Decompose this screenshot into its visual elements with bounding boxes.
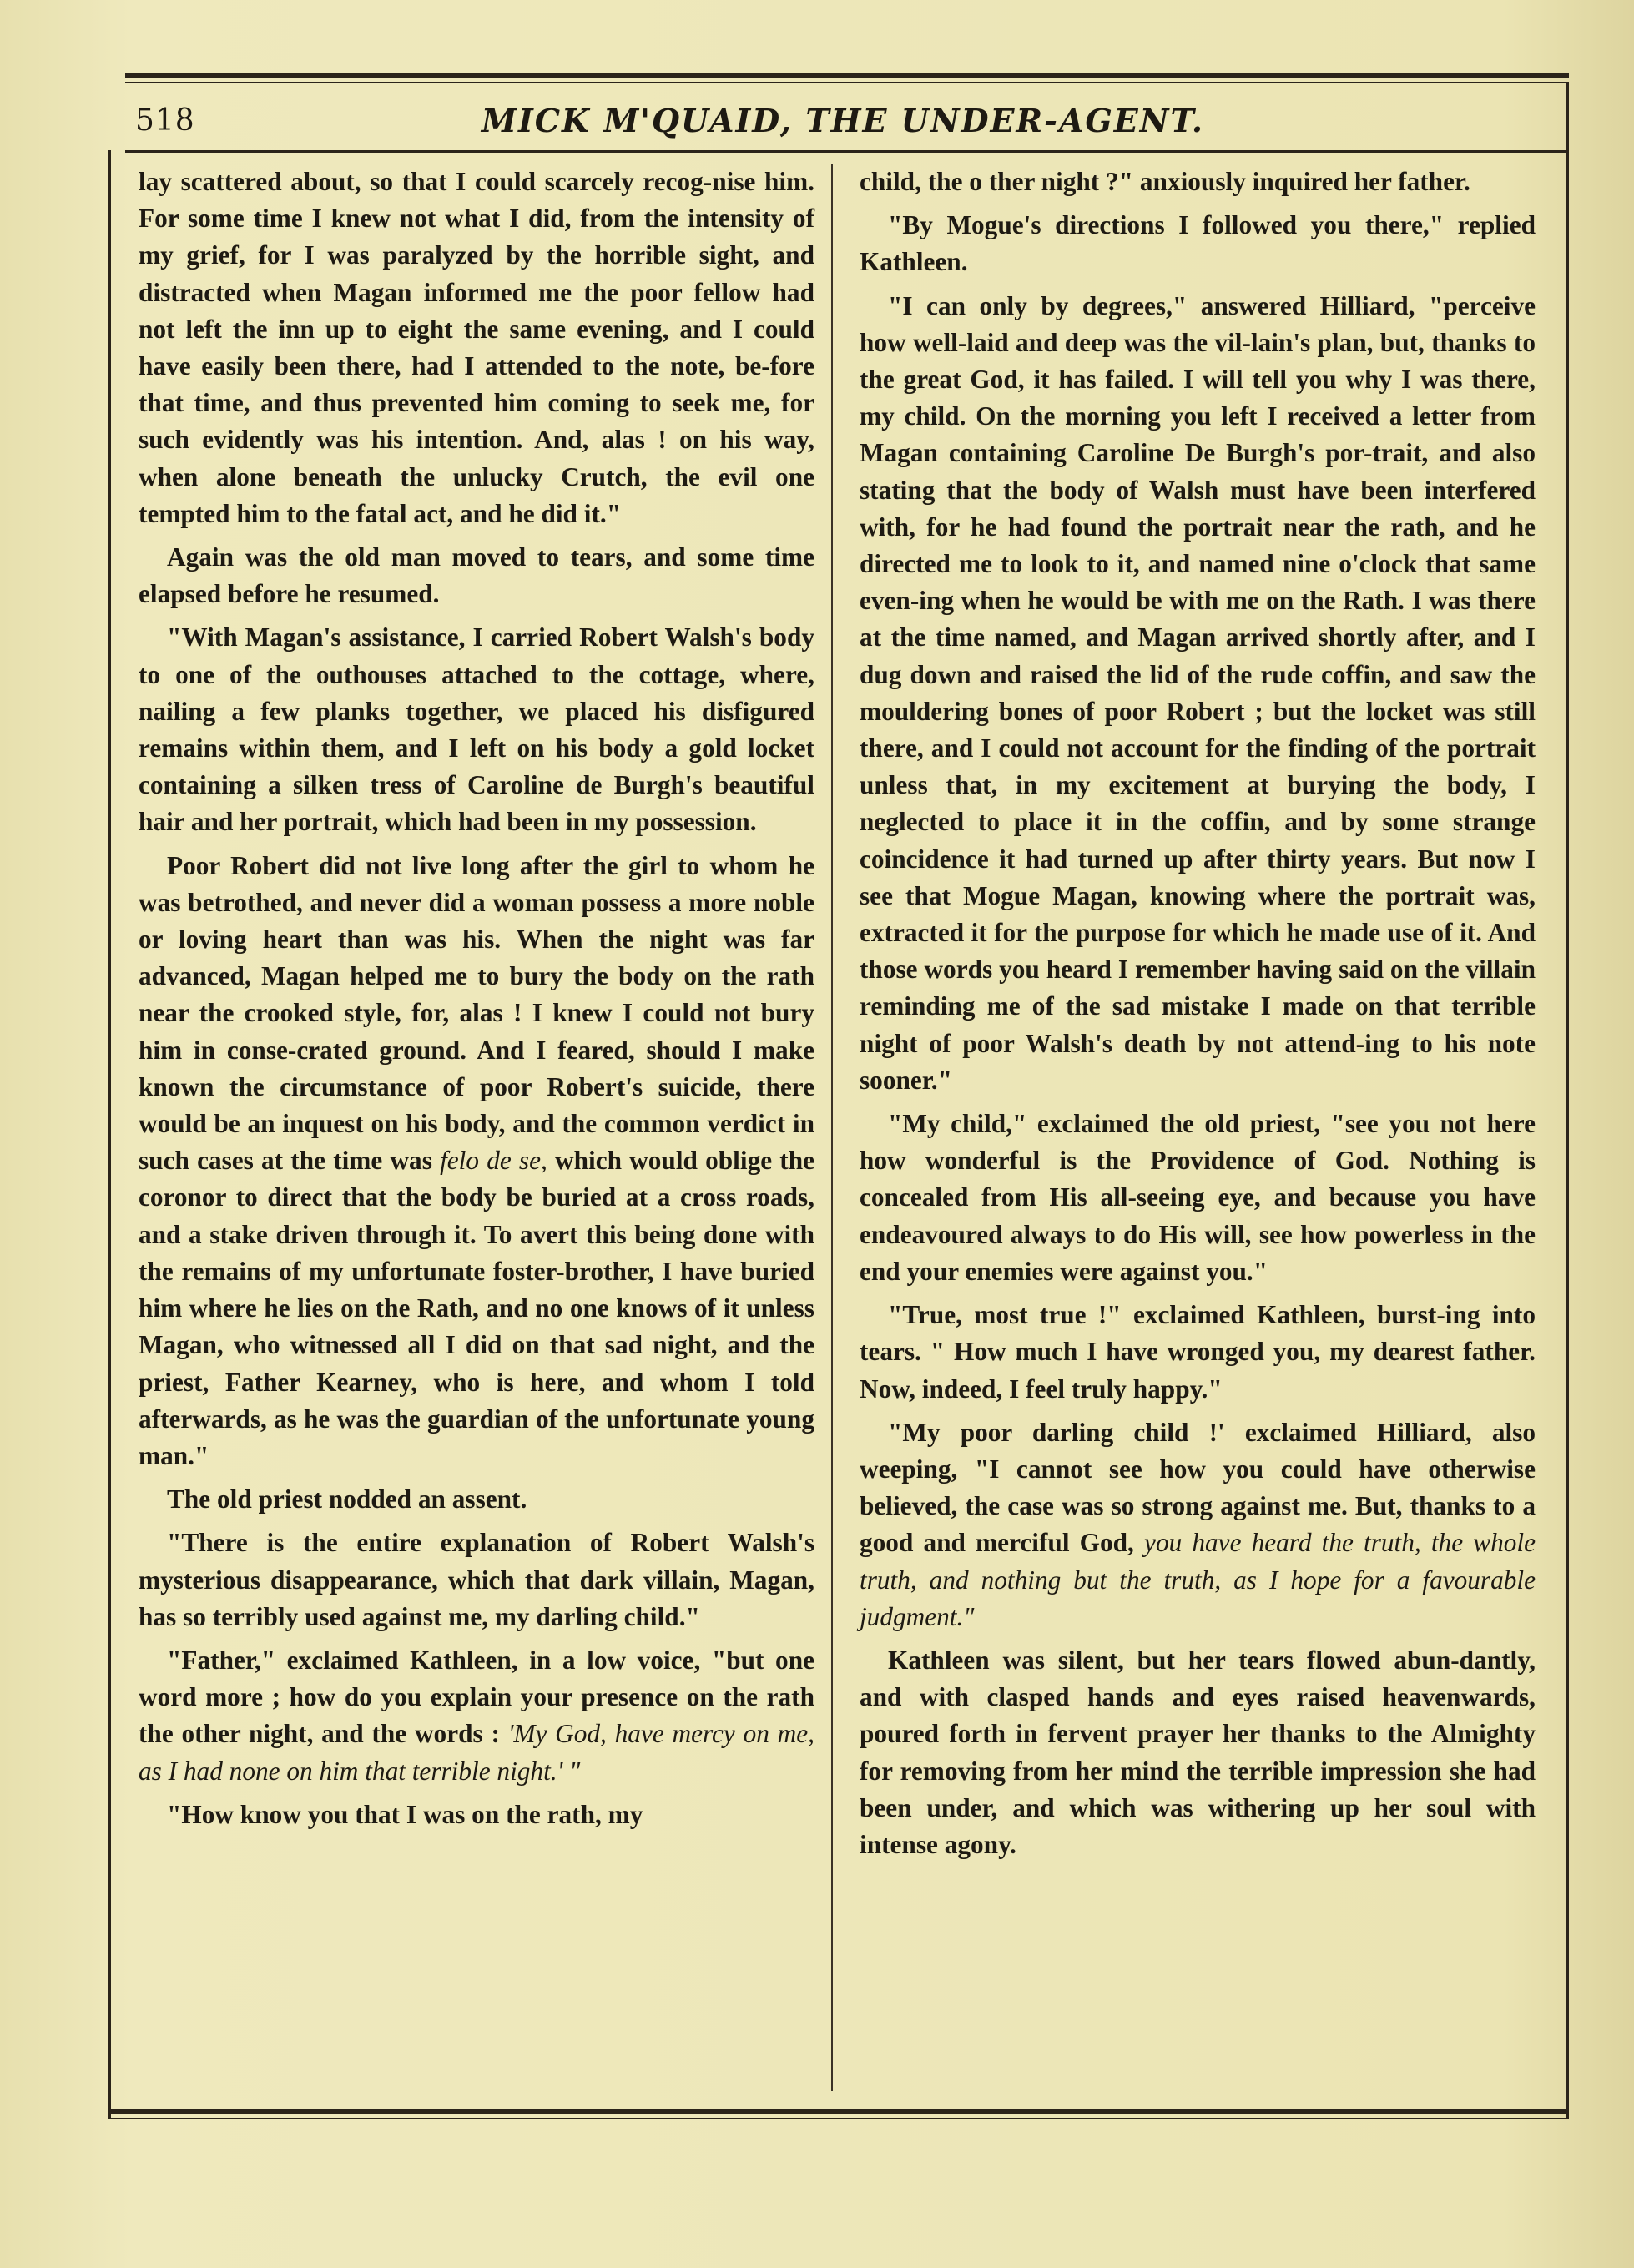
running-title: MICK M'QUAID, THE UNDER-AGENT. <box>481 102 1205 139</box>
paragraph: "With Magan's assistance, I carried Robert Walsh's body to one of the outhouses attached to the cottage, where, nailing a few planks together, we placed his disfigured remains within them, and I left on his body a gold locket containing a silken tress of Caroline de Burgh's beautiful hair and her portrait, which had been in my possession. <box>139 622 814 837</box>
paragraph: "I can only by degrees," answered Hilliard, "perceive how well-laid and deep was the vil-lain's plan, but, thanks to the great God, it has failed. I will tell you why I was there, my child. On the morning you left I received a letter from Magan containing Caroline De Burgh's por-trait, and also stating that the body of Walsh must have been interfered with, for he had found the portrait near the rath, and he directed me to look to it, and named nine o'clock that same even-ing when he would be with me on the Rath. I was there at the time named, and Magan arrived shortly after, and I dug down and raised the lid of the rude coffin, and saw the mouldering bones of poor Robert ; but the locket was still there, and I could not account for the finding of the portrait unless that, in my excitement at burying the body, I neglected to place it in the coffin, and by some strange coincidence it had turned up after thirty years. But now I see that Mogue Magan, knowing where the portrait was, extracted it for the purpose for which he made use of it. And those words you heard I remember having said on the villain reminding me of the sad mistake I made on that terrible night of poor Walsh's death by not attend-ing to his note sooner." <box>860 290 1536 1095</box>
top-rule-thin <box>125 82 1569 83</box>
paragraph <box>139 848 814 1474</box>
paragraph-text: Poor Robert did not live long after the girl to whom he was betrothed, and never did a woman possess a more noble or loving heart than was his. When the night was far advanced, Magan helped me to bury the body on the rath near the crooked style, for, alas ! I knew I could not bury him in conse-crated ground. And I feared, should I make known the circumstance of poor Robert's suicide, there would be an inquest on his body, and the common verdict in such cases at the time was <box>139 850 814 1176</box>
paragraph: child, the o ther night ?" anxiously inquired her father. <box>860 167 1470 196</box>
paragraph: "There is the entire explanation of Robert Walsh's mysterious disappearance, which that dark villain, Magan, has so terribly used against me, my darling child." <box>139 1528 814 1631</box>
italic-phrase: 'My God, have mercy on me, as I had none on him that terrible night.' " <box>139 1719 815 1786</box>
paragraph: The old priest nodded an assent. <box>167 1484 527 1515</box>
column-divider <box>831 164 833 2091</box>
left-text-column <box>139 164 814 1840</box>
paragraph: Again was the old man moved to tears, and some time elapsed before he resumed. <box>139 542 814 609</box>
paragraph <box>860 1414 1536 1635</box>
bottom-rule-thin <box>108 2118 1569 2119</box>
paragraph: "How know you that I was on the rath, my <box>167 1799 643 1829</box>
paragraph-text: "Father," exclaimed Kathleen, in a low voice, "but one word more ; how do you explain your presence on the rath the other night, and the words : <box>139 1645 814 1749</box>
paragraph: Kathleen was silent, but her tears flowed abun-dantly, and with clasped hands and eyes raised heavenwards, poured forth in fervent prayer her thanks to the Almighty for removing from her mind the terrible impression she had been under, and which was withering up her soul with intense agony. <box>860 1645 1536 1859</box>
page-number: 518 <box>135 103 195 138</box>
right-text-column <box>860 164 1536 1870</box>
left-frame-line <box>108 150 111 2119</box>
page-header <box>125 98 1561 149</box>
top-rule-thick <box>125 73 1569 78</box>
paragraph: "My child," exclaimed the old priest, "see you not here how wonderful is the Providence of God. Nothing is concealed from His all-seeing eye, and because you have endeavoured always to do His will, see how powerless in the end your enemies were against you." <box>860 1109 1536 1286</box>
paragraph: lay scattered about, so that I could scarcely recog-nise him. For some time I knew not what I did, from the intensity of my grief, for I was paralyzed by the horrible sight, and distracted when Magan informed me the poor fellow had not left the inn up to eight the same evening, and I could have easily been there, had I attended to the note, be-fore that time, and thus prevented him coming to seek me, for such evidently was his intention. And, alas ! on his way, when alone beneath the unlucky Crutch, the evil one tempted him to the fatal act, and he did it." <box>139 167 814 528</box>
header-underline <box>125 150 1569 153</box>
paragraph: "True, most true !" exclaimed Kathleen, burst-ing into tears. " How much I have wronged you, my dearest father. Now, indeed, I feel truly happy." <box>860 1300 1536 1404</box>
right-frame-line <box>1566 83 1569 2119</box>
paragraph <box>139 1642 814 1790</box>
paragraph-text: "My poor darling child !' exclaimed Hilliard, also weeping, "I cannot see how you could have otherwise believed, the case was so strong against me. But, thanks to a good and merciful God, <box>860 1417 1536 1558</box>
italic-phrase: you have heard the truth, the whole truth, and nothing but the truth, as I hope for a favourable judgment." <box>860 1528 1536 1631</box>
italic-phrase: felo de se, <box>440 1146 547 1176</box>
paragraph: "By Mogue's directions I followed you there," replied Kathleen. <box>860 210 1536 277</box>
paragraph-text: which would oblige the coronor to direct that the body be buried at a cross roads, and a stake driven through it. To avert this being done with the remains of my unfortunate foster-brother, I have buried him where he lies on the Rath, and no one knows of it unless Magan, who witnessed all I did on that sad night, and the priest, Father Kearney, who is here, and whom I told afterwards, as he was the guardian of the unfortunate young man." <box>139 1146 815 1470</box>
bottom-rule-thick <box>108 2109 1569 2114</box>
